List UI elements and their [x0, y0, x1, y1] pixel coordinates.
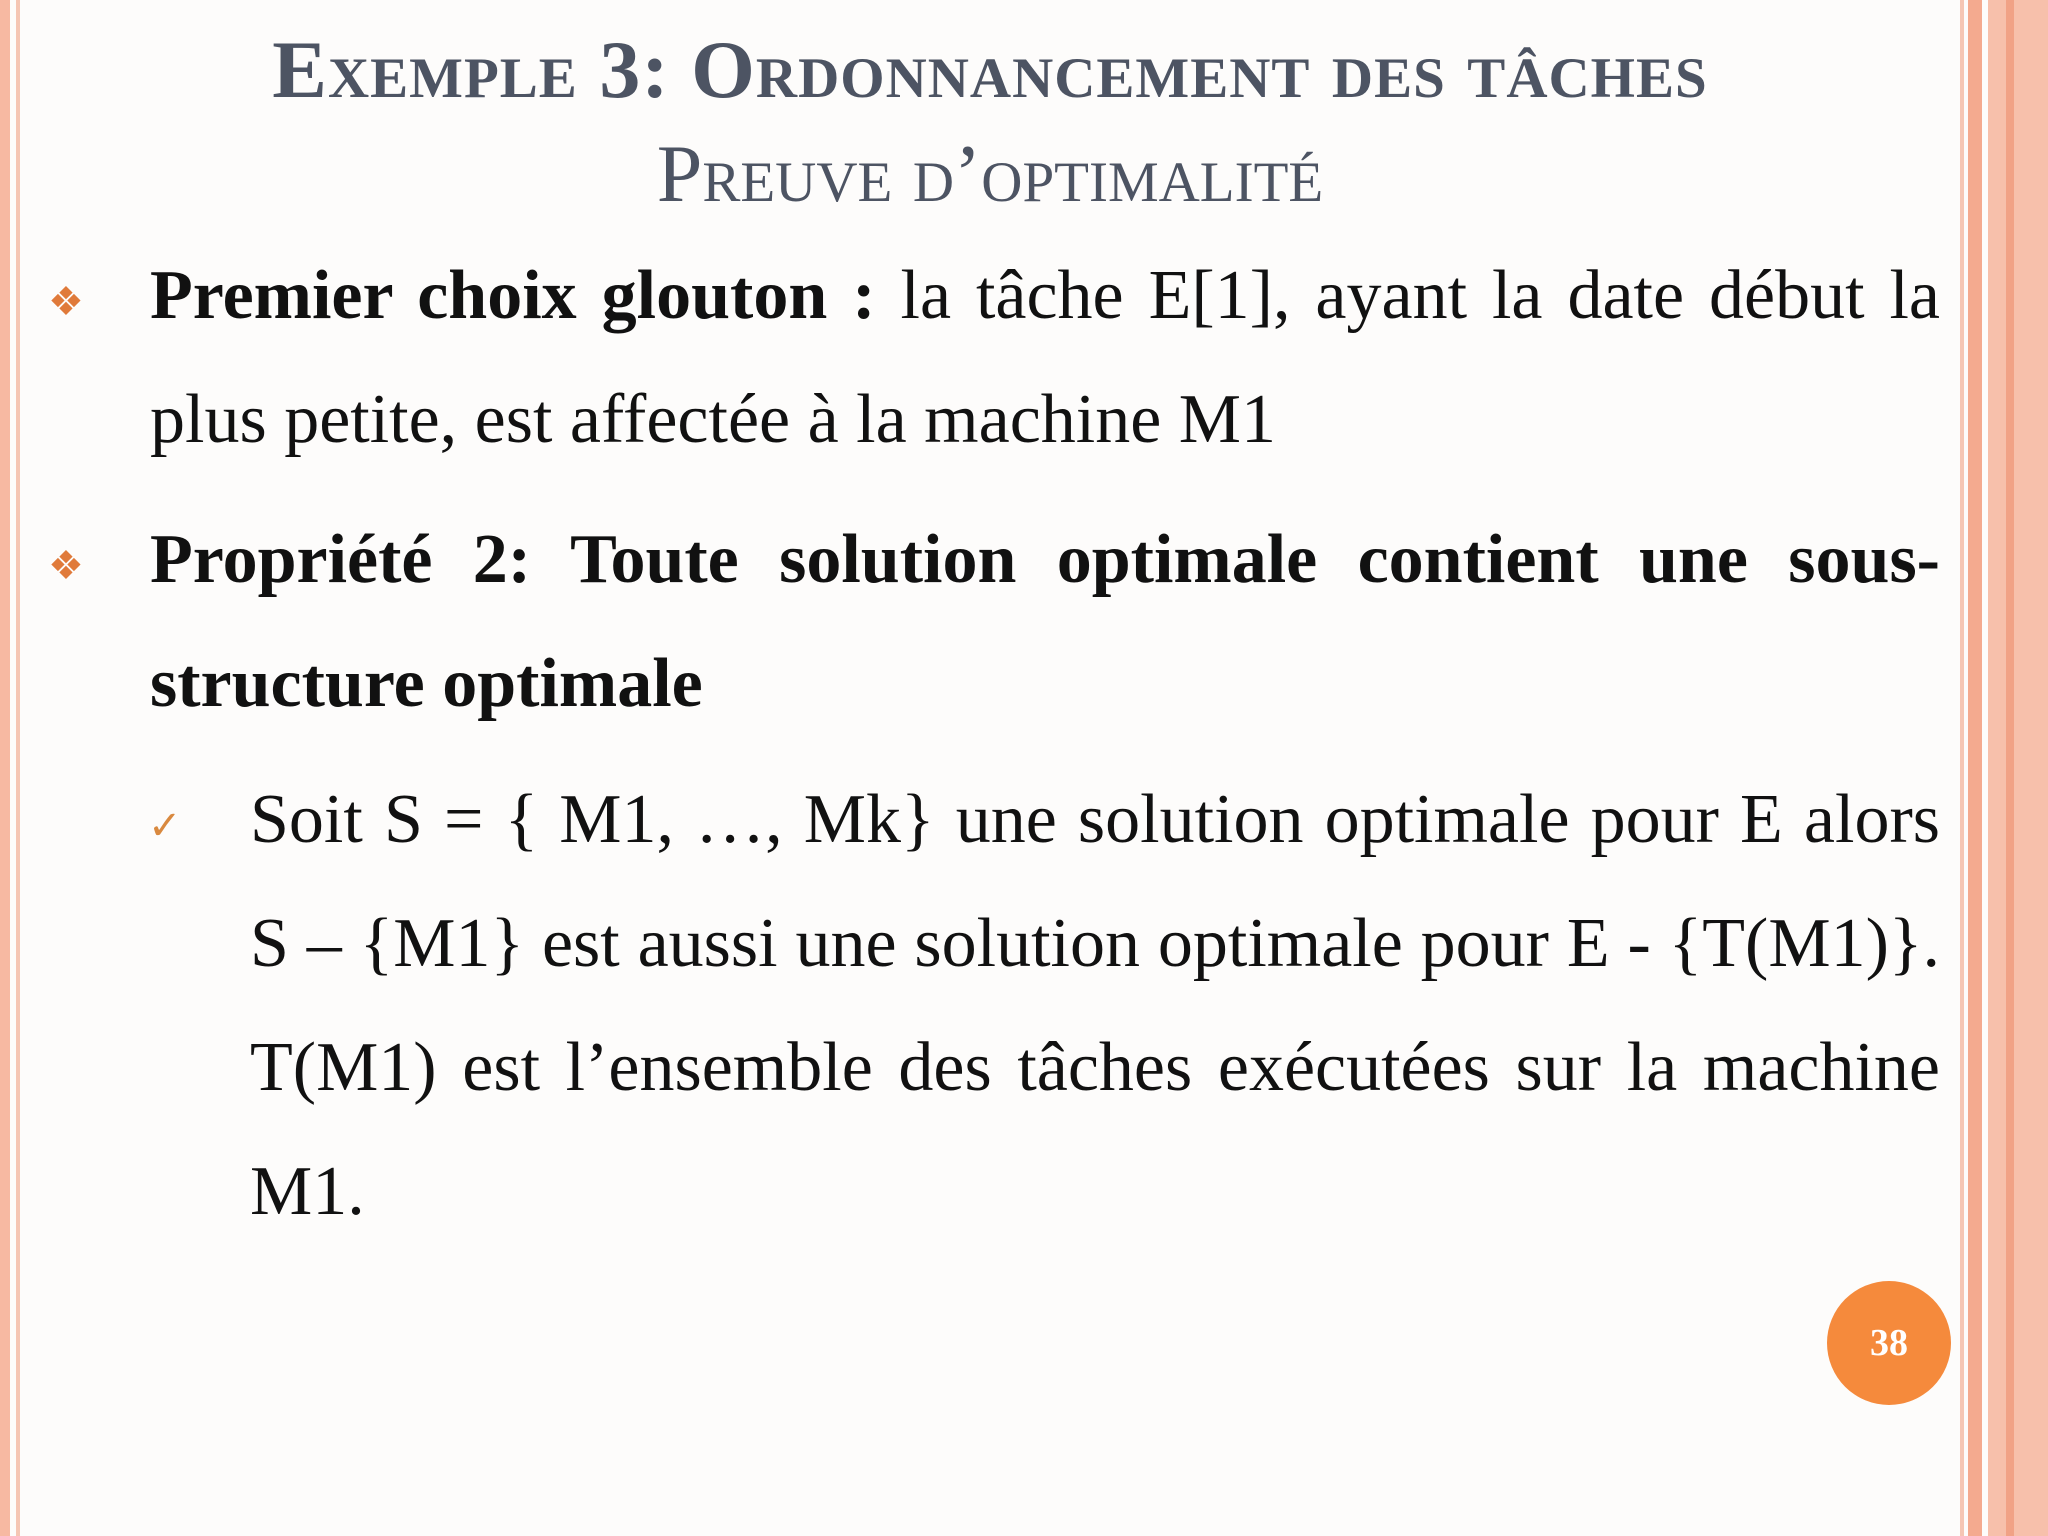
page-number-badge: 38 — [1827, 1281, 1951, 1405]
bullet-greedy-choice — [150, 234, 1940, 482]
right-border-line — [1960, 0, 1964, 1536]
bullet-property-2-heading: Propriété 2: Toute solution optimale contient une sous-structure optimale — [150, 521, 1940, 722]
bullet-greedy-choice-heading: Premier choix glouton : — [150, 257, 876, 334]
slide-subtitle: Preuve d’optimalité — [656, 128, 1324, 219]
checkmark-icon: ✓ — [148, 803, 182, 848]
right-border-panel — [1988, 0, 2048, 1536]
bullet-greedy-choice-text: la tâche E[1], ayant la date début la plus petite, est affectée à la machine M1 — [150, 257, 1940, 458]
right-border-stripe — [2006, 0, 2014, 1536]
sub-bullet-solution: Soit S = { M1, …, Mk} une solution optimale pour E alors S – {M1} est aussi une solution optimale pour E - {T(M1)}. T(M1) est l’ensemble des tâches exécutées sur la machine M1. — [250, 781, 1940, 1230]
slide-title: Exemple 3: Ordonnancement des tâches — [272, 24, 1708, 115]
diamond-bullet-icon: ❖ — [48, 279, 84, 324]
bullet-property-2 — [150, 498, 1940, 746]
diamond-bullet-icon: ❖ — [48, 543, 84, 588]
right-border-band — [1968, 0, 1982, 1536]
left-border-line — [16, 0, 20, 1536]
left-border-decoration — [0, 0, 10, 1536]
